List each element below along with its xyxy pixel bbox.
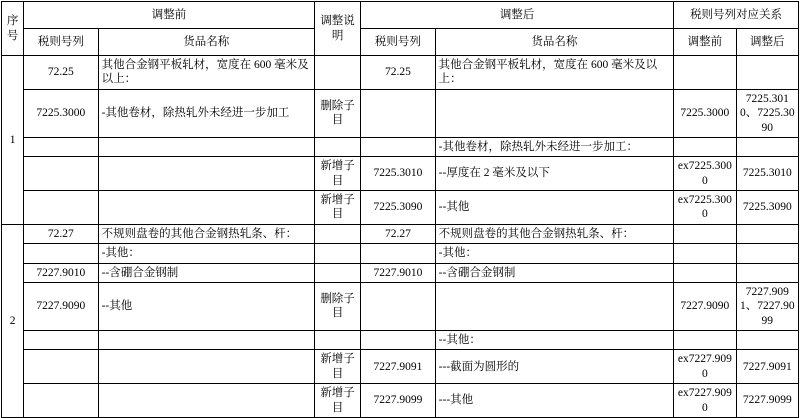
- document-page: [0, 1, 800, 414]
- header-goods-before: 货品名称: [98, 29, 314, 56]
- cell-code-before: [24, 137, 98, 156]
- cell-goods-before: -其他卷材，除热轧外未经进一步加工: [98, 89, 314, 137]
- cell-note: [314, 224, 360, 243]
- cell-code-before: [24, 244, 98, 263]
- cell-relation-before: ex7227.9090: [674, 384, 736, 418]
- header-goods-after: 货品名称: [435, 29, 673, 56]
- cell-code-before: [24, 331, 98, 350]
- header-note: 调整说明: [314, 2, 360, 56]
- cell-relation-before: [674, 263, 736, 282]
- cell-code-before: [24, 157, 98, 191]
- cell-code-after: 7227.9010: [361, 263, 435, 282]
- cell-goods-after: --厚度在 2 毫米及以下: [435, 157, 673, 191]
- cell-relation-after: 7227.9099: [736, 384, 798, 418]
- cell-relation-before: [674, 244, 736, 263]
- cell-goods-after: ---截面为圆形的: [435, 350, 673, 384]
- cell-relation-before: ex7227.9090: [674, 350, 736, 384]
- cell-goods-after: -其他：: [435, 244, 673, 263]
- cell-code-after: 7225.3090: [361, 191, 435, 225]
- cell-code-before: 7225.3000: [24, 89, 98, 137]
- cell-relation-after: [736, 56, 798, 90]
- cell-note: 删除子目: [314, 282, 360, 330]
- cell-relation-before: ex7225.3000: [674, 157, 736, 191]
- cell-code-after: 72.25: [361, 56, 435, 90]
- table-row: [2, 56, 799, 90]
- cell-relation-after: 7227.9091、7227.9099: [736, 282, 798, 330]
- cell-code-after: 72.27: [361, 224, 435, 243]
- cell-goods-before: [98, 137, 314, 156]
- cell-code-before: [24, 191, 98, 225]
- header-seq: 序号: [2, 2, 24, 56]
- cell-note: [314, 263, 360, 282]
- table-row: [2, 263, 799, 282]
- cell-relation-after: 7225.3010、7225.3090: [736, 89, 798, 137]
- cell-code-after: 7225.3010: [361, 157, 435, 191]
- row-seq: 2: [2, 224, 24, 417]
- cell-relation-before: ex7225.3000: [674, 191, 736, 225]
- cell-goods-before: [98, 157, 314, 191]
- table-row: [2, 282, 799, 330]
- cell-relation-after: [736, 331, 798, 350]
- cell-code-before: 7227.9010: [24, 263, 98, 282]
- cell-relation-before: 7227.9090: [674, 282, 736, 330]
- table-row: [2, 244, 799, 263]
- cell-code-before: 72.27: [24, 224, 98, 243]
- table-header-row-sub: [2, 29, 799, 56]
- cell-relation-before: [674, 137, 736, 156]
- cell-goods-before: [98, 384, 314, 418]
- cell-code-after: [361, 282, 435, 330]
- header-relation-group: 税则号列对应关系: [674, 2, 799, 29]
- cell-goods-after: 其他合金钢平板轧材，宽度在 600 毫米及以上：: [435, 56, 673, 90]
- cell-goods-after: --其他: [435, 191, 673, 225]
- cell-goods-after: [435, 282, 673, 330]
- cell-note: 新增子目: [314, 384, 360, 418]
- cell-goods-before: 其他合金钢平板轧材，宽度在 600 毫米及以上：: [98, 56, 314, 90]
- cell-code-before: [24, 350, 98, 384]
- table-row: [2, 137, 799, 156]
- cell-relation-after: [736, 244, 798, 263]
- cell-goods-before: --含硼合金钢制: [98, 263, 314, 282]
- cell-goods-before: [98, 350, 314, 384]
- cell-code-after: [361, 331, 435, 350]
- cell-goods-after: --其他：: [435, 331, 673, 350]
- header-after-group: 调整后: [361, 2, 674, 29]
- table-row: [2, 157, 799, 191]
- cell-note: [314, 331, 360, 350]
- cell-note: 新增子目: [314, 157, 360, 191]
- cell-relation-after: 7225.3010: [736, 157, 798, 191]
- cell-goods-before: [98, 191, 314, 225]
- cell-goods-after: 不规则盘卷的其他合金钢热轧条、杆：: [435, 224, 673, 243]
- cell-goods-after: ---其他: [435, 384, 673, 418]
- cell-relation-after: [736, 224, 798, 243]
- cell-code-after: 7227.9091: [361, 350, 435, 384]
- table-row: [2, 350, 799, 384]
- cell-note: 新增子目: [314, 350, 360, 384]
- table-header-row-top: [2, 2, 799, 29]
- table-row: [2, 384, 799, 418]
- row-seq: 1: [2, 56, 24, 225]
- cell-note: [314, 56, 360, 90]
- cell-relation-after: 7225.3090: [736, 191, 798, 225]
- cell-code-after: [361, 89, 435, 137]
- cell-code-after: 7227.9099: [361, 384, 435, 418]
- table-row: [2, 191, 799, 225]
- cell-goods-after: --含硼合金钢制: [435, 263, 673, 282]
- tariff-adjustment-table: [1, 1, 799, 418]
- cell-goods-after: [435, 89, 673, 137]
- cell-note: [314, 137, 360, 156]
- cell-relation-before: [674, 331, 736, 350]
- cell-goods-before: --其他: [98, 282, 314, 330]
- cell-relation-before: 7225.3000: [674, 89, 736, 137]
- header-relation-before: 调整前: [674, 29, 736, 56]
- cell-code-before: [24, 384, 98, 418]
- table-row: [2, 331, 799, 350]
- cell-note: 删除子目: [314, 89, 360, 137]
- header-before-group: 调整前: [24, 2, 315, 29]
- cell-code-before: 7227.9090: [24, 282, 98, 330]
- cell-note: [314, 244, 360, 263]
- cell-goods-before: 不规则盘卷的其他合金钢热轧条、杆：: [98, 224, 314, 243]
- cell-goods-before: [98, 331, 314, 350]
- cell-relation-before: [674, 224, 736, 243]
- table-row: [2, 89, 799, 137]
- cell-note: 新增子目: [314, 191, 360, 225]
- cell-goods-before: -其他：: [98, 244, 314, 263]
- header-code-before: 税则号列: [24, 29, 98, 56]
- cell-code-after: [361, 244, 435, 263]
- header-code-after: 税则号列: [361, 29, 435, 56]
- cell-relation-before: [674, 56, 736, 90]
- header-relation-after: 调整后: [736, 29, 798, 56]
- cell-code-after: [361, 137, 435, 156]
- cell-relation-after: 7227.9091: [736, 350, 798, 384]
- cell-relation-after: [736, 263, 798, 282]
- cell-code-before: 72.25: [24, 56, 98, 90]
- table-row: [2, 224, 799, 243]
- cell-relation-after: [736, 137, 798, 156]
- cell-goods-after: -其他卷材，除热轧外未经进一步加工：: [435, 137, 673, 156]
